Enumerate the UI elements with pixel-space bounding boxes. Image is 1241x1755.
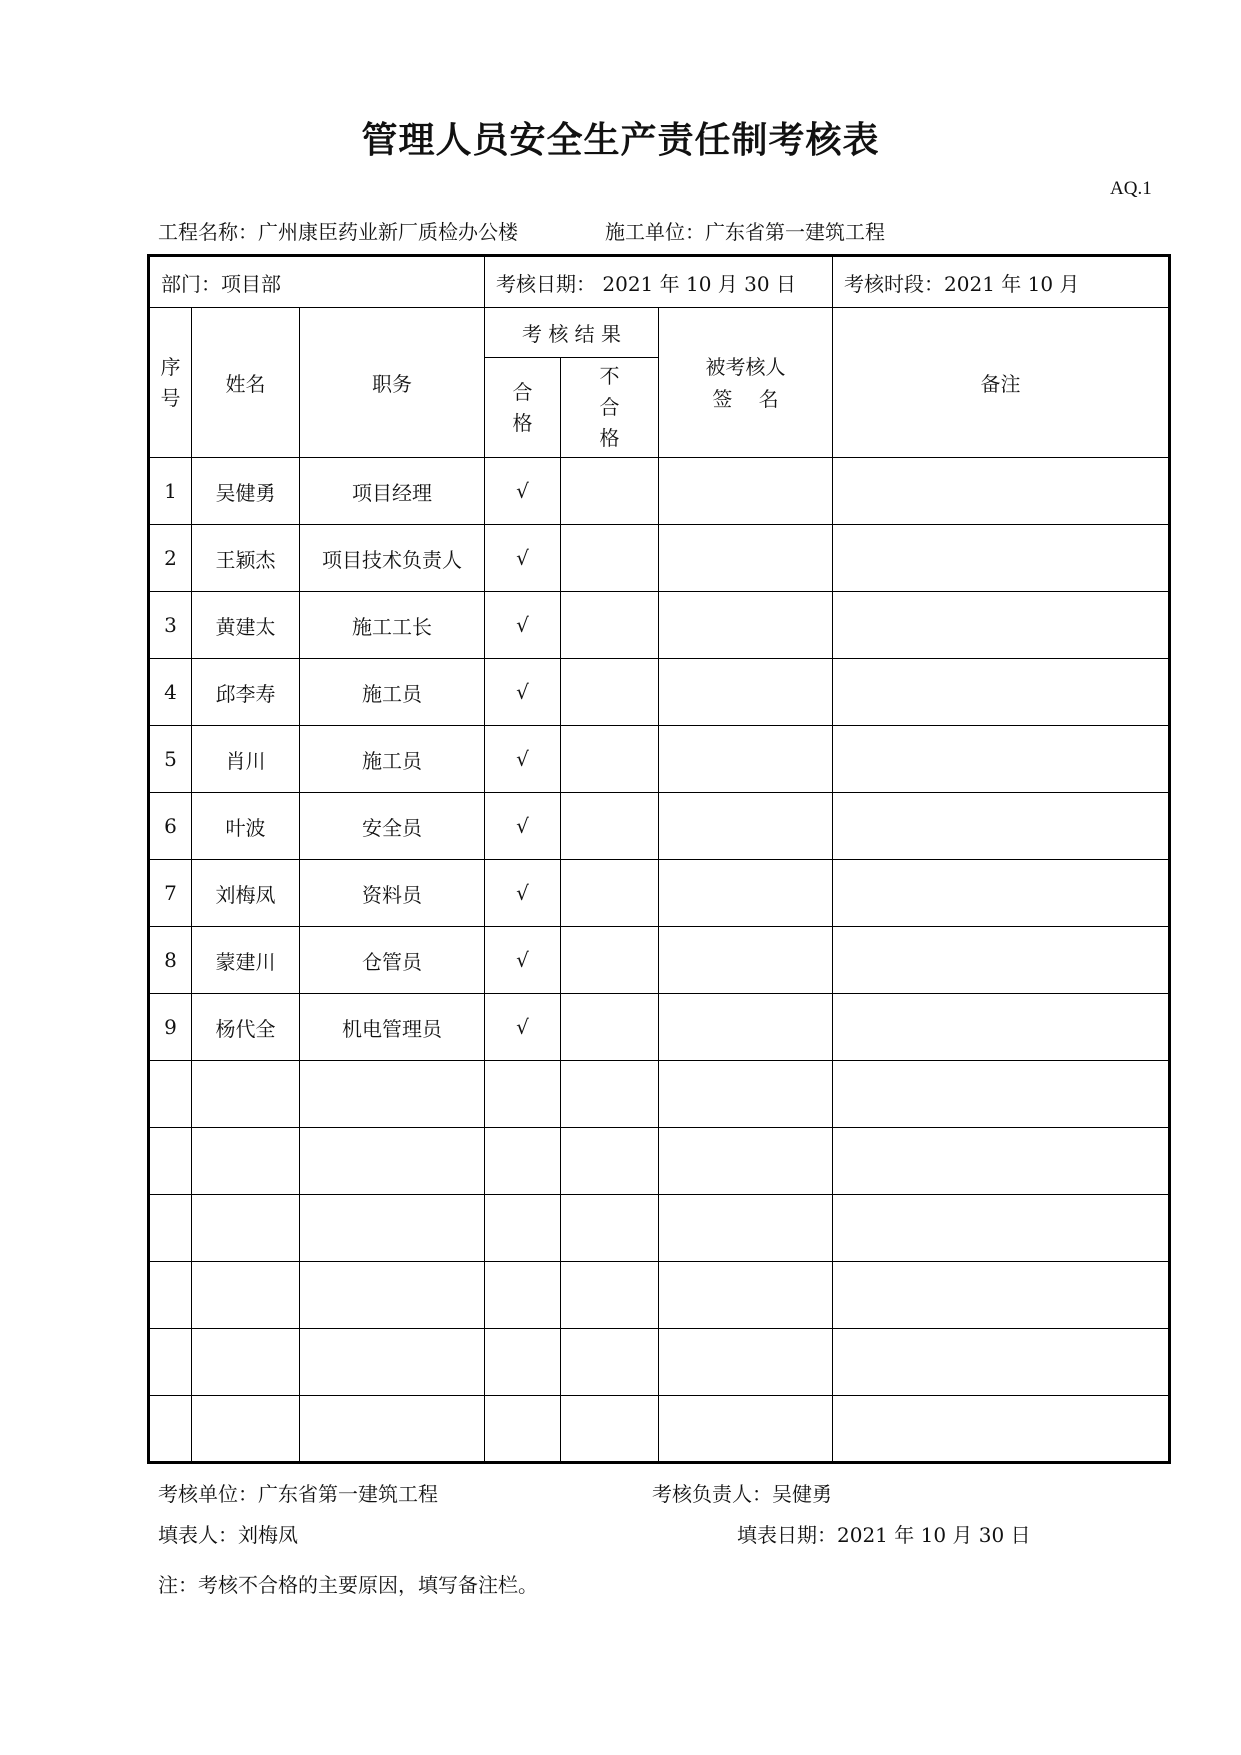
cell-duty [300,1329,485,1396]
cell-name: 邱李寿 [192,659,300,726]
cell-sign [659,1329,833,1396]
cell-sign [659,659,833,726]
cell-seq: 1 [149,458,192,525]
cell-name: 杨代全 [192,994,300,1061]
cell-remark [833,1195,1170,1262]
cell-pass [485,1262,561,1329]
cell-name [192,1262,300,1329]
cell-remark [833,1396,1170,1463]
cell-seq [149,1329,192,1396]
cell-remark [833,793,1170,860]
cell-name: 刘梅凤 [192,860,300,927]
department-cell: 部门：项目部 [149,256,485,308]
cell-sign [659,994,833,1061]
cell-pass: √ [485,726,561,793]
assessment-leader: 考核负责人：吴健勇 [652,1482,832,1506]
cell-sign [659,1396,833,1463]
cell-fail [561,1195,659,1262]
cell-remark [833,1329,1170,1396]
header-duty: 职务 [300,308,485,458]
cell-sign [659,1061,833,1128]
table-row [149,1329,1170,1396]
cell-seq [149,1061,192,1128]
cell-duty: 项目经理 [300,458,485,525]
table-row [149,592,1170,659]
cell-seq: 2 [149,525,192,592]
cell-pass [485,1061,561,1128]
cell-remark [833,1262,1170,1329]
assessment-period-cell: 考核时段：2021 年 10 月 [833,256,1170,308]
table-row [149,860,1170,927]
cell-duty: 施工员 [300,726,485,793]
cell-duty: 施工员 [300,659,485,726]
cell-duty [300,1061,485,1128]
cell-remark [833,994,1170,1061]
cell-seq [149,1128,192,1195]
cell-seq: 6 [149,793,192,860]
cell-pass: √ [485,860,561,927]
cell-seq: 9 [149,994,192,1061]
project-name: 工程名称：广州康臣药业新厂质检办公楼 [158,220,518,244]
cell-name [192,1061,300,1128]
assessment-date-cell: 考核日期： 2021 年 10 月 30 日 [485,256,833,308]
cell-fail [561,1396,659,1463]
cell-fail [561,659,659,726]
header-row-1 [149,308,1170,358]
table-row [149,1262,1170,1329]
cell-duty: 资料员 [300,860,485,927]
cell-fail [561,525,659,592]
cell-sign [659,927,833,994]
table-row [149,994,1170,1061]
cell-sign [659,860,833,927]
cell-remark [833,659,1170,726]
table-row [149,927,1170,994]
header-result: 考 核 结 果 [485,308,659,358]
assessment-table [147,254,1171,1464]
table-row [149,1396,1170,1463]
cell-fail [561,1128,659,1195]
cell-pass: √ [485,458,561,525]
cell-sign [659,458,833,525]
table-row [149,659,1170,726]
cell-name: 叶波 [192,793,300,860]
contractor-name: 施工单位：广东省第一建筑工程 [605,220,885,244]
cell-fail [561,592,659,659]
cell-fail [561,458,659,525]
cell-fail [561,793,659,860]
header-seq: 序号 [149,308,192,458]
cell-duty [300,1262,485,1329]
cell-seq: 5 [149,726,192,793]
cell-pass: √ [485,659,561,726]
table-row [149,726,1170,793]
cell-duty [300,1396,485,1463]
table-row [149,1195,1170,1262]
cell-remark [833,592,1170,659]
form-title: 管理人员安全生产责任制考核表 [361,120,880,161]
cell-sign [659,1195,833,1262]
cell-duty [300,1128,485,1195]
header-fail: 不合格 [561,358,659,458]
cell-remark [833,1061,1170,1128]
cell-sign [659,525,833,592]
cell-name: 王颖杰 [192,525,300,592]
cell-remark [833,726,1170,793]
cell-fail [561,860,659,927]
table-row [149,1061,1170,1128]
cell-pass [485,1396,561,1463]
cell-pass [485,1329,561,1396]
cell-sign [659,726,833,793]
cell-name: 黄建太 [192,592,300,659]
cell-seq: 7 [149,860,192,927]
cell-pass: √ [485,927,561,994]
cell-fail [561,927,659,994]
assessment-unit: 考核单位：广东省第一建筑工程 [158,1482,438,1506]
cell-remark [833,1128,1170,1195]
cell-pass: √ [485,793,561,860]
table-row [149,458,1170,525]
cell-name [192,1329,300,1396]
cell-seq: 4 [149,659,192,726]
header-name: 姓名 [192,308,300,458]
fill-date: 填表日期：2021 年 10 月 30 日 [737,1523,1031,1547]
table-row [149,525,1170,592]
cell-pass [485,1195,561,1262]
cell-duty: 仓管员 [300,927,485,994]
cell-remark [833,927,1170,994]
table-row [149,1128,1170,1195]
cell-name: 肖川 [192,726,300,793]
cell-duty: 项目技术负责人 [300,525,485,592]
form-filler: 填表人：刘梅凤 [158,1523,298,1547]
cell-duty: 施工工长 [300,592,485,659]
header-pass: 合格 [485,358,561,458]
cell-name: 蒙建川 [192,927,300,994]
cell-sign [659,1262,833,1329]
header-remark: 备注 [833,308,1170,458]
info-row [149,256,1170,308]
cell-seq: 8 [149,927,192,994]
cell-duty [300,1195,485,1262]
cell-sign [659,1128,833,1195]
cell-name [192,1128,300,1195]
cell-remark [833,525,1170,592]
cell-pass: √ [485,994,561,1061]
cell-sign [659,793,833,860]
cell-duty: 安全员 [300,793,485,860]
cell-seq [149,1396,192,1463]
header-signature: 被考核人 签 名 [659,308,833,458]
cell-pass [485,1128,561,1195]
cell-seq [149,1262,192,1329]
cell-pass: √ [485,525,561,592]
cell-sign [659,592,833,659]
form-code: AQ.1 [1110,178,1152,199]
cell-seq: 3 [149,592,192,659]
cell-fail [561,726,659,793]
cell-seq [149,1195,192,1262]
cell-name [192,1396,300,1463]
cell-pass: √ [485,592,561,659]
cell-fail [561,994,659,1061]
cell-name [192,1195,300,1262]
cell-name: 吴健勇 [192,458,300,525]
table-row [149,793,1170,860]
cell-remark [833,458,1170,525]
cell-fail [561,1262,659,1329]
cell-fail [561,1329,659,1396]
cell-remark [833,860,1170,927]
cell-fail [561,1061,659,1128]
cell-duty: 机电管理员 [300,994,485,1061]
footnote: 注：考核不合格的主要原因，填写备注栏。 [158,1573,538,1597]
